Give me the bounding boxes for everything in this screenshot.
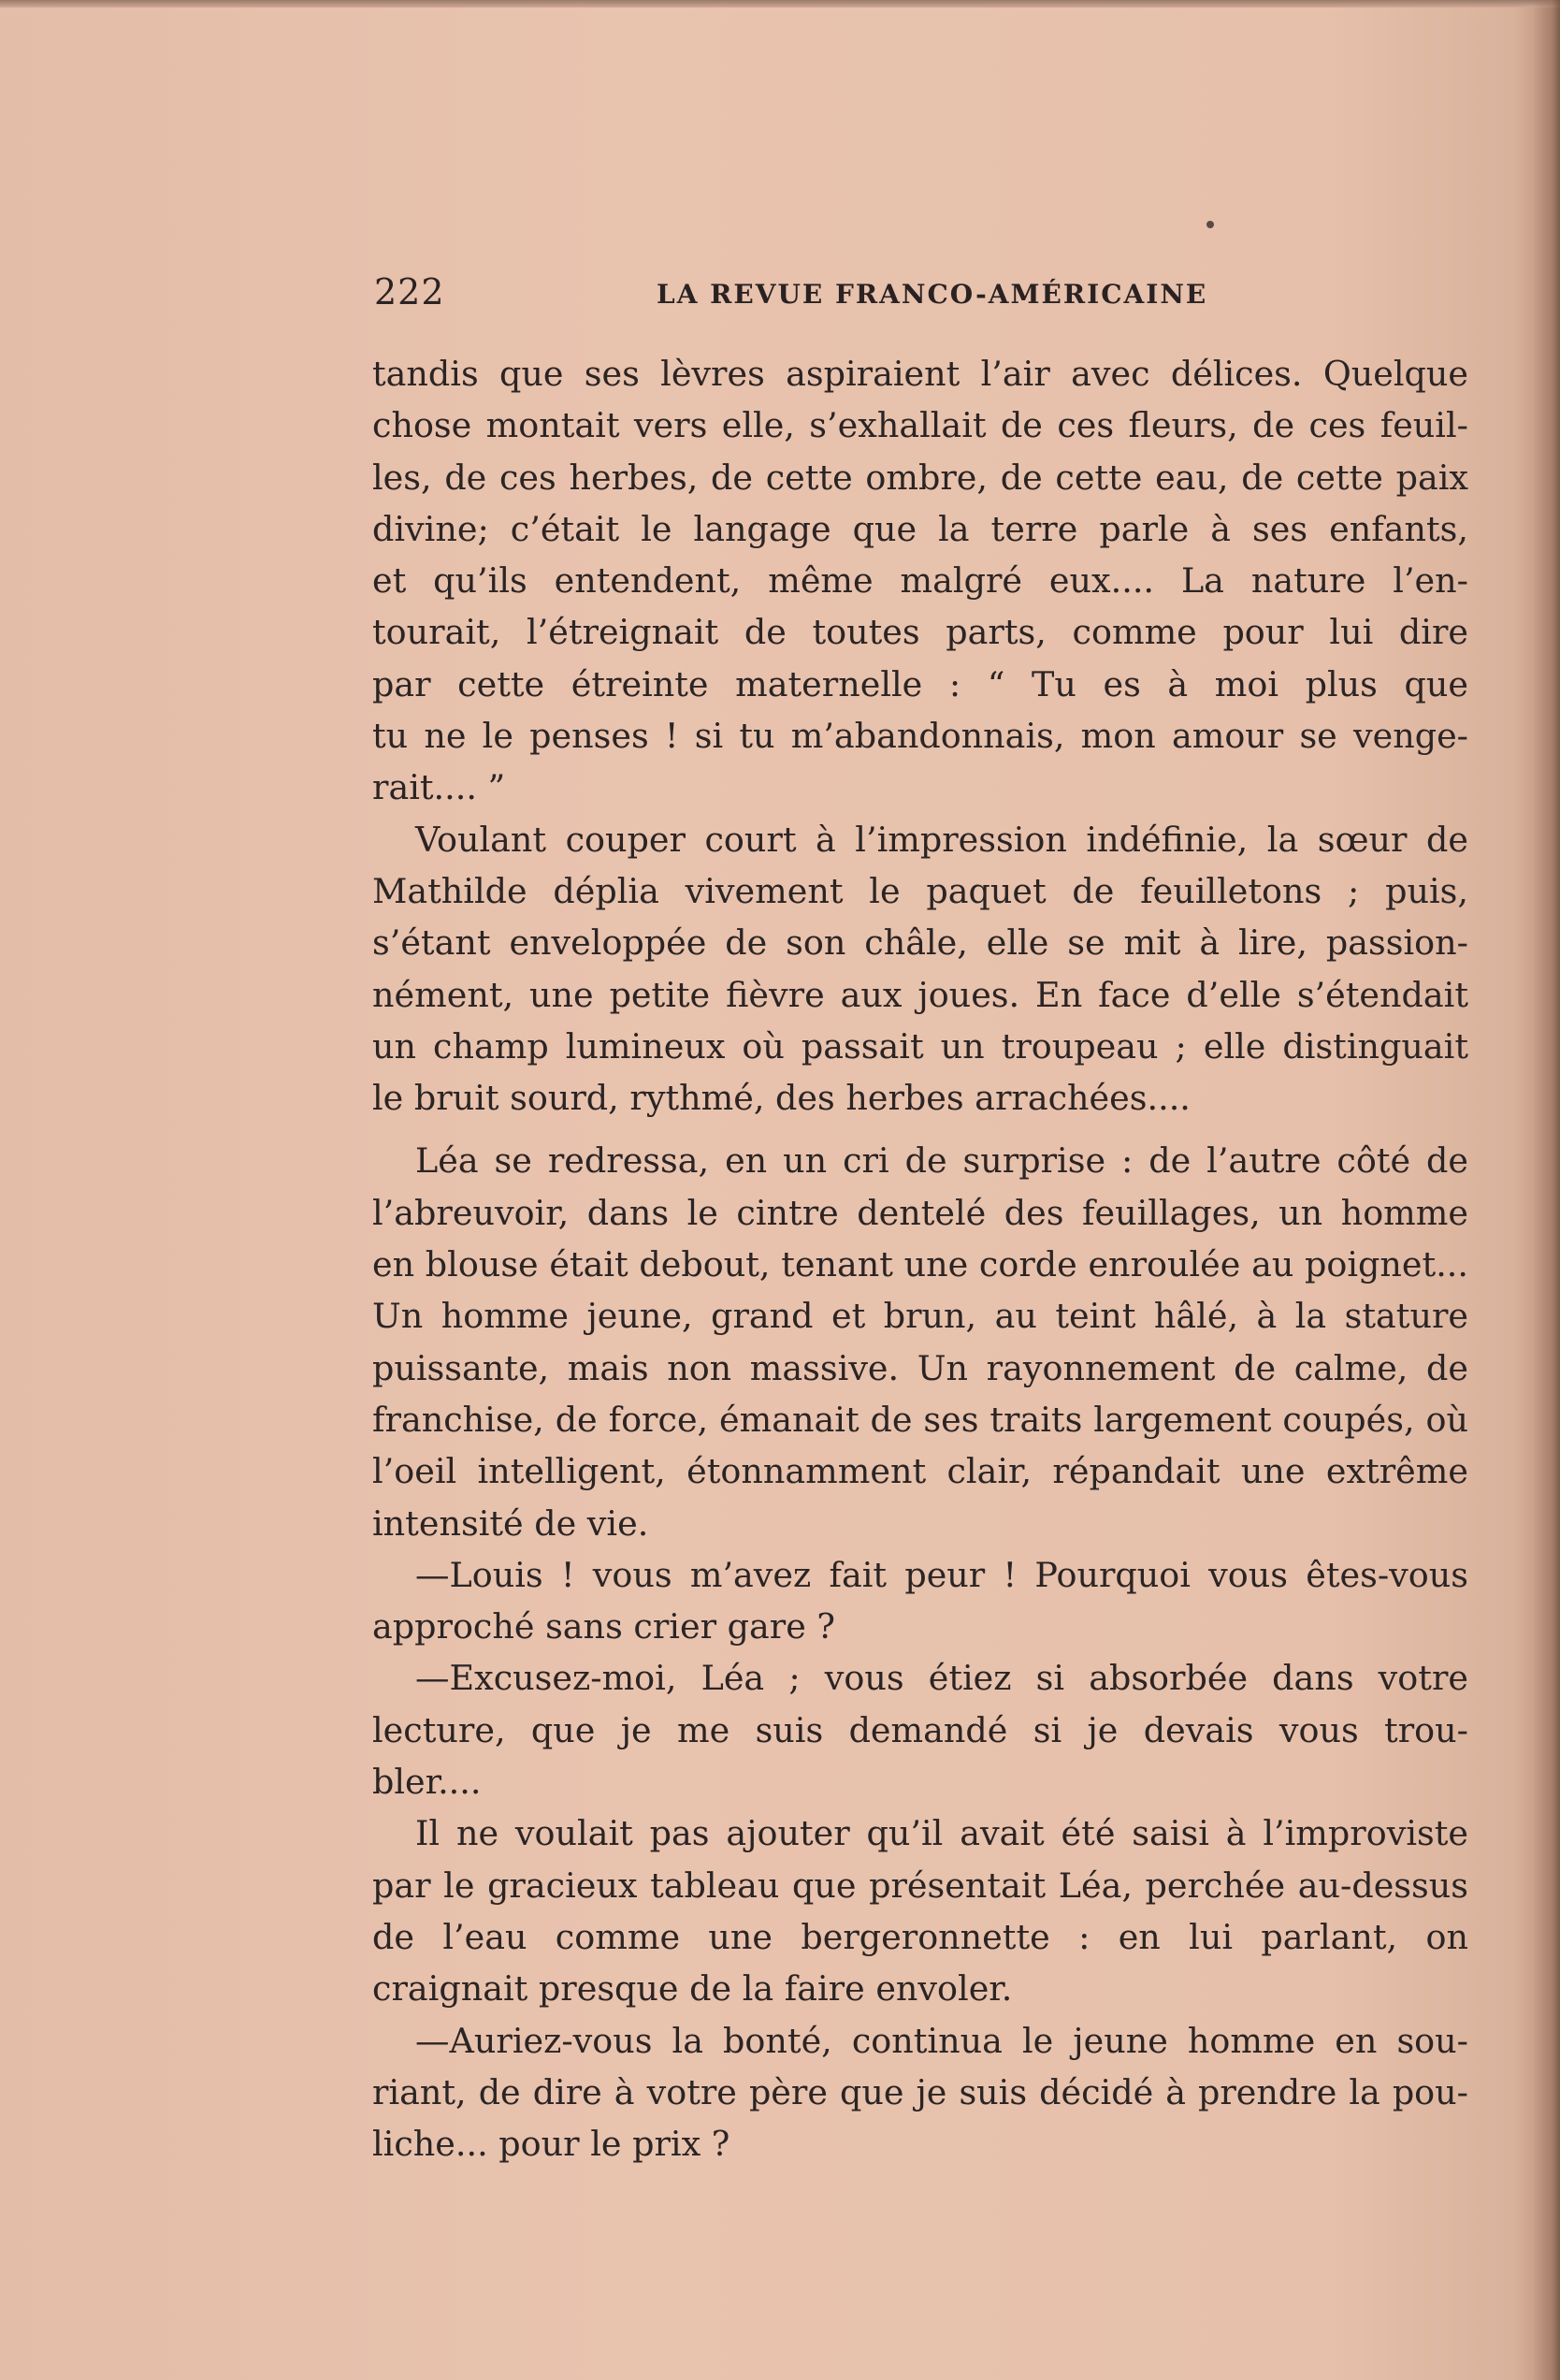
text-line: Un homme jeune, grand et brun, au teint hâlé, à la stature <box>372 1296 1468 1337</box>
text-line: nément, une petite fièvre aux joues. En face d’elle s’étendait <box>372 974 1468 1015</box>
text-line: tandis que ses lèvres aspiraient l’air avec délices. Quelque <box>372 354 1468 394</box>
text-line: de l’eau comme une bergeronnette : en lui parlant, on craignait presque de la faire envoler. <box>372 1916 1468 2010</box>
paragraph <box>372 1807 1468 2014</box>
text-line: Mathilde déplia vivement le paquet de feuilletons ; puis, <box>372 870 1468 911</box>
text-line: un champ lumineux où passait un troupeau ; elle distinguait <box>372 1025 1468 1067</box>
text-line: tu ne le penses ! si tu m’abandonnais, mon amour se venge- <box>372 716 1468 757</box>
text-line: puissante, mais non massive. Un rayonnement de calme, de <box>372 1347 1468 1388</box>
text-line: par cette étreinte maternelle : “ Tu es à moi plus que <box>372 663 1468 704</box>
text-line: Léa se redressa, en un cri de surprise : de l’autre côté de <box>415 1140 1468 1182</box>
text-line: lecture, que je me suis demandé si je devais vous trou- <box>372 1709 1468 1750</box>
page-top-edge <box>0 0 1560 7</box>
text-line: —Excusez-moi, Léa ; vous étiez si absorbée dans votre <box>415 1658 1468 1699</box>
text-line: tourait, l’étreignait de toutes parts, comme pour lui dire <box>372 612 1468 653</box>
text-line: Il ne voulait pas ajouter qu’il avait été saisi à l’improviste <box>415 1813 1468 1854</box>
text-line: liche... pour le prix ? <box>372 2124 730 2165</box>
text-line: bler.... <box>372 1762 482 1803</box>
text-line: approché sans crier gare ? <box>372 1606 835 1647</box>
text-line: l’oeil intelligent, étonnamment clair, répandait une extrême <box>372 1451 1468 1492</box>
ink-speck <box>1206 221 1214 228</box>
text-line: riant, de dire à votre père que je suis décidé à prendre la pou- <box>372 2071 1468 2112</box>
text-line: rait.... ” <box>372 767 506 808</box>
running-title: LA REVUE FRANCO-AMÉRICAINE <box>657 279 1208 310</box>
text-line: et qu’ils entendent, même malgré eux.... La nature l’en- <box>372 560 1468 602</box>
text-line: s’étant enveloppée de son châle, elle se mit à lire, passion- <box>372 922 1468 964</box>
text-line: divine; c’était le langage que la terre parle à ses enfants, <box>372 508 1468 549</box>
page-header <box>374 271 1478 318</box>
text-line: franchise, de force, émanait de ses traits largement coupés, où <box>372 1399 1468 1440</box>
text-line: intensité de vie. <box>372 1502 649 1544</box>
paragraph <box>372 348 1468 814</box>
text-line: chose montait vers elle, s’exhallait de ces fleurs, de ces feuil- <box>372 405 1468 446</box>
text-line: —Louis ! vous m’avez fait peur ! Pourquoi vous êtes-vous <box>415 1554 1468 1595</box>
page-number: 222 <box>374 271 445 312</box>
text-line: les, de ces herbes, de cette ombre, de cette eau, de cette paix <box>372 457 1468 498</box>
paragraph <box>372 1652 1468 1807</box>
text-line: Voulant couper court à l’impression indéfinie, la sœur de <box>415 819 1468 860</box>
paragraph <box>372 814 1468 1125</box>
paragraph <box>372 2015 1468 2170</box>
paragraph <box>372 1135 1468 1548</box>
text-line: —Auriez-vous la bonté, continua le jeune homme en sou- <box>415 2020 1468 2061</box>
body-text <box>372 348 1468 2170</box>
paragraph <box>372 1549 1468 1653</box>
text-line: l’abreuvoir, dans le cintre dentelé des feuillages, un homme <box>372 1192 1468 1233</box>
text-line: par le gracieux tableau que présentait Léa, perchée au-dessus <box>372 1865 1468 1906</box>
page-binding-edge <box>1532 0 1560 2380</box>
text-line: en blouse était debout, tenant une corde enroulée au poignet... <box>372 1244 1468 1285</box>
text-line: le bruit sourd, rythmé, des herbes arrachées.... <box>372 1078 1191 1119</box>
